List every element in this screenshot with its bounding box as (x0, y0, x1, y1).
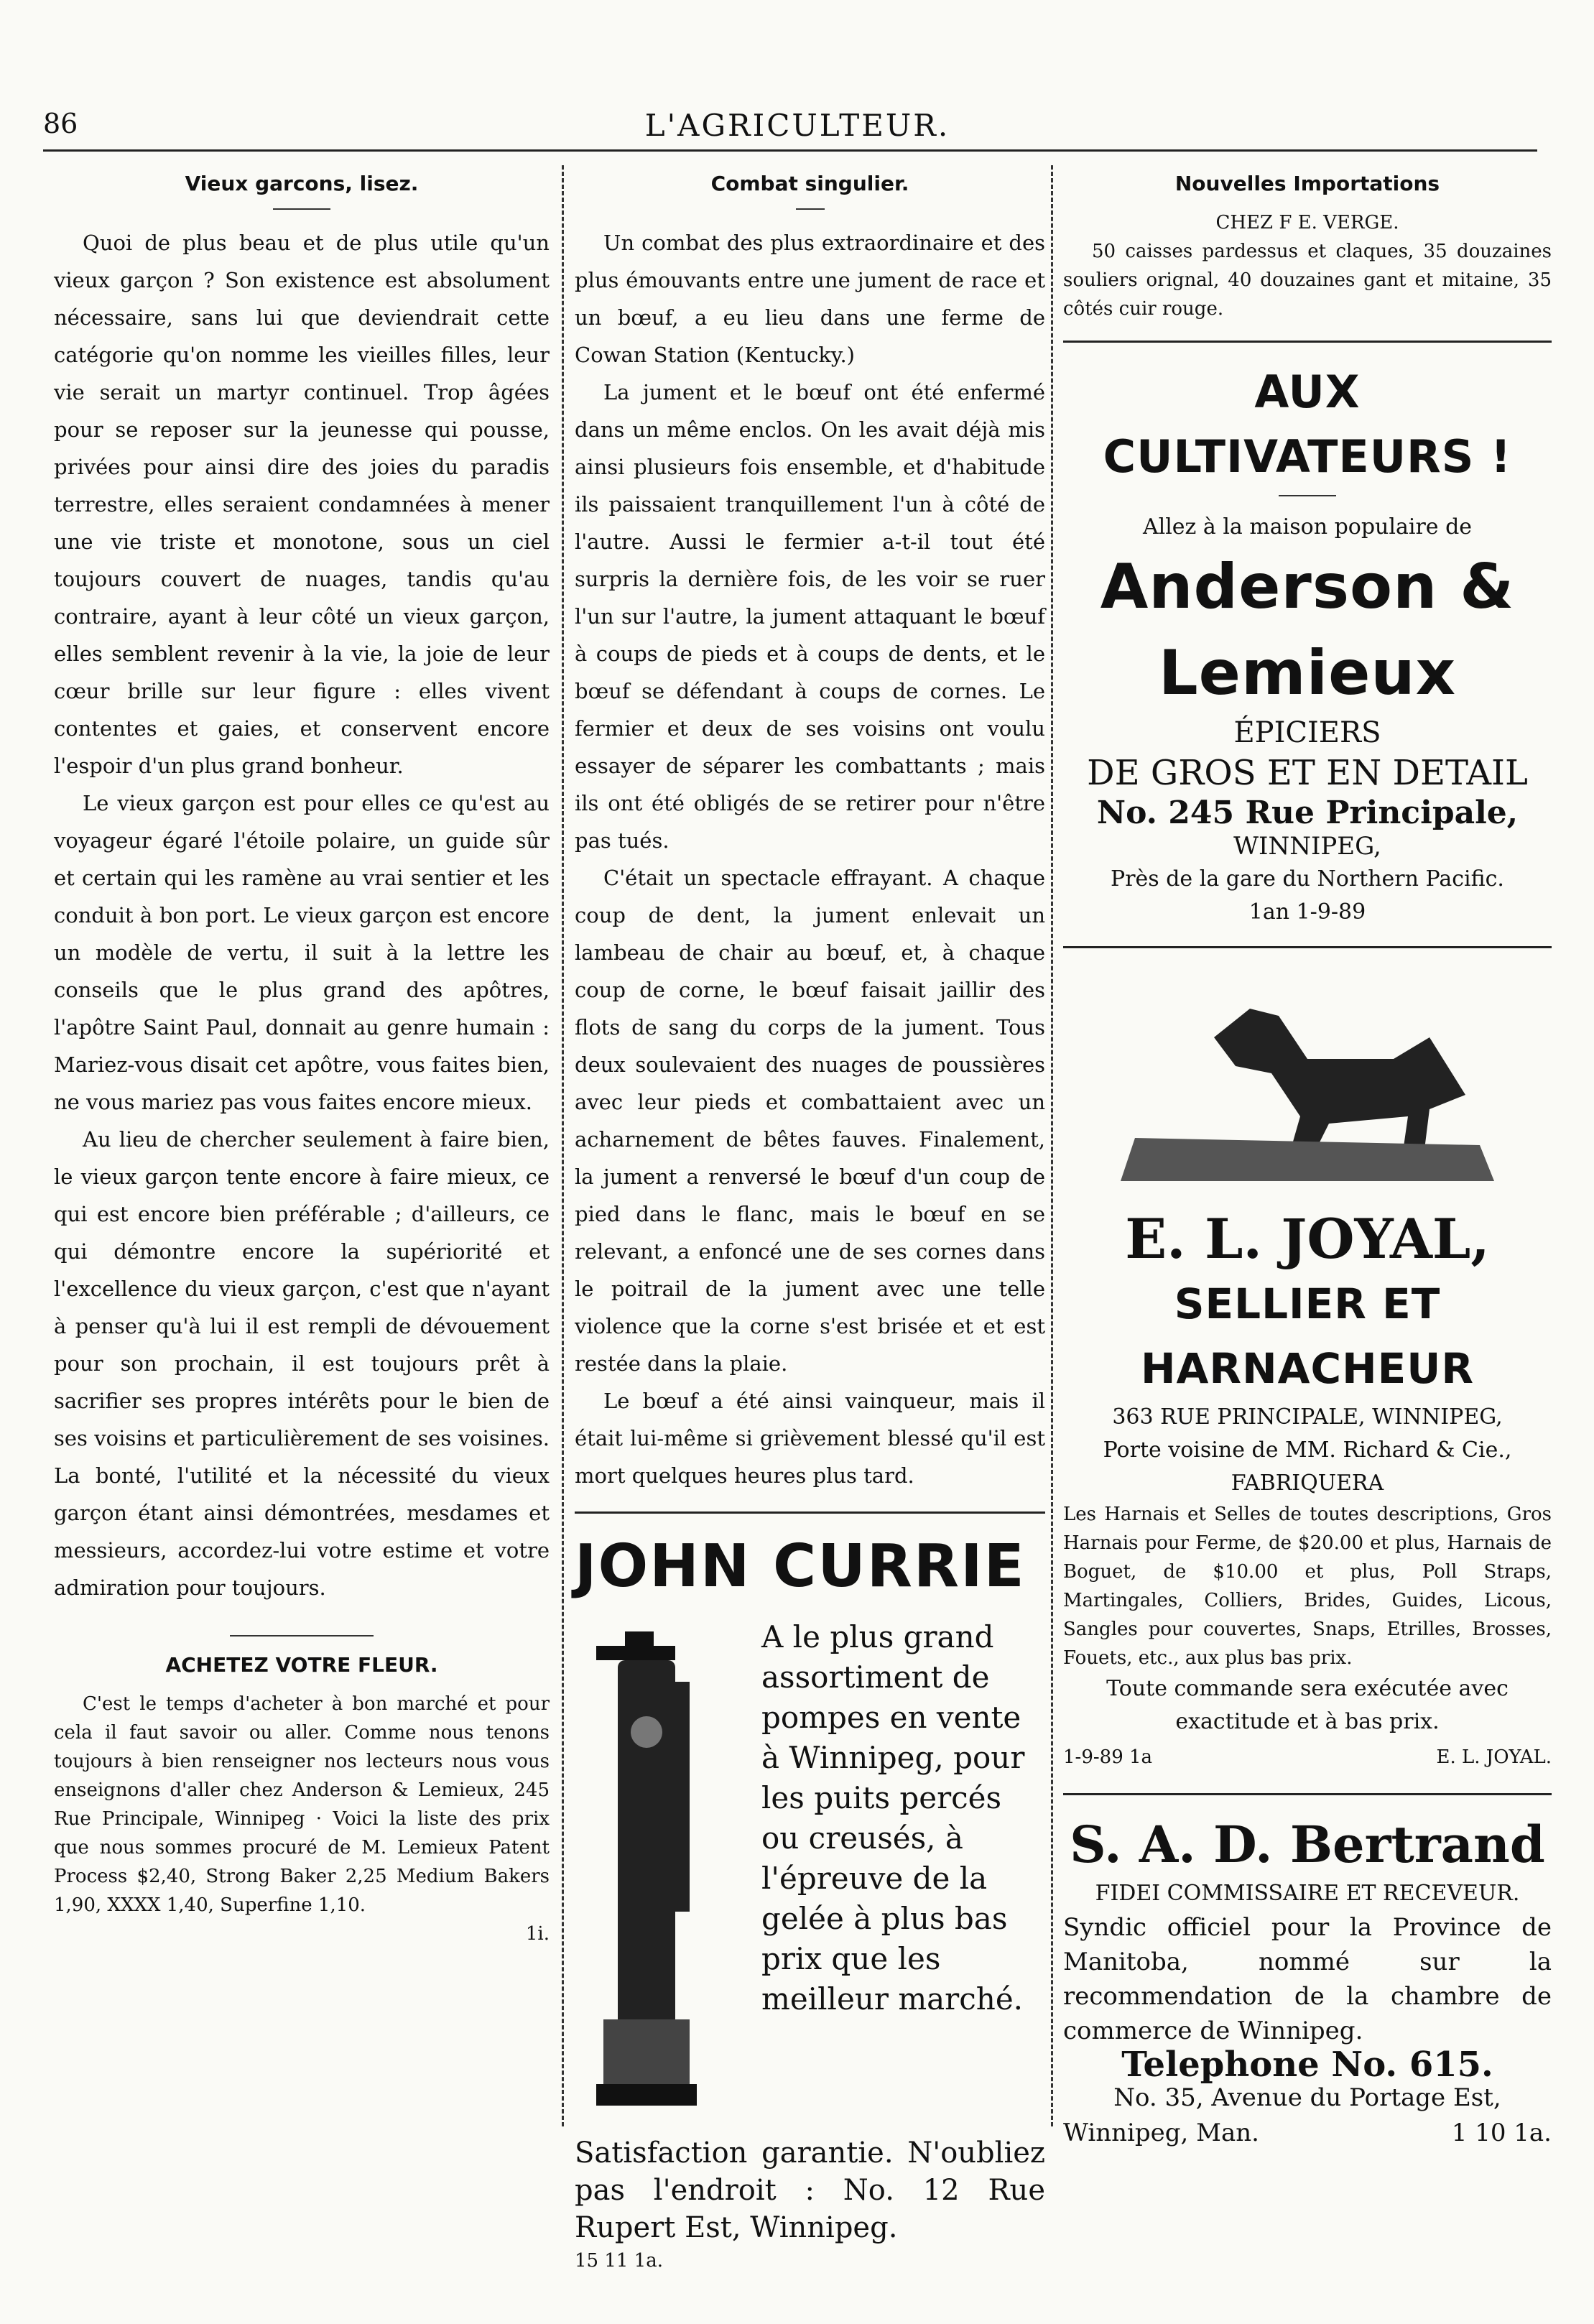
anderson-name: Anderson & Lemieux (1100, 551, 1515, 709)
joyal-address: 363 RUE PRINCIPALE, WINNIPEG, (1112, 1404, 1503, 1430)
article-paragraph: Le bœuf a été ainsi vainqueur, mais il était lui-même si grièvement blessé qu'il est mort quelques heures plus tard. (575, 1389, 1045, 1488)
epiciers: ÉPICIERS (1233, 716, 1381, 749)
cult-sub: Allez à la maison populaire de (1142, 514, 1473, 540)
bertrand-text: Syndic officiel pour la Province de Manitoba, nommé sur la recommendation de la chambre de commerce de Winnipeg. (1063, 1913, 1552, 2045)
column-left (54, 165, 550, 1948)
article-paragraph: C'était un spectacle effrayant. A chaque coup de dent, la jument enlevait un lambeau de chair au bœuf, et, à chaque coup de corne, le bœuf faisait jaillir des flots de sang du corps de la jument. Tous deux soulevaient des nuages de poussières avec leur pieds et combattaient avec un acharnement de bêtes fauves. Finalement, la jument a renversé le bœuf d'un coup de pied dans le flanc, mais le bœuf en se relevant, a enfoncé une de ses cornes dans le poitrail de la jument avec une telle violence que la corne s'est brisée et et est restée dans la plaie. (575, 866, 1045, 1376)
article-paragraph: Quoi de plus beau et de plus utile qu'un vieux garçon ? Son existence est absolument nécessaire, sans lui que deviendrait cette catégorie qu'on nomme les vieilles filles, leur vie serait un martyr continuel. Trop âgées pour se reposer sur la jeunesse qui pousse, privées pour ainsi dire des joies du paradis terrestre, elles seraient condamnées à mener une vie triste et monotone, sous un ciel toujours couvert de nuages, tandis qu'au contraire, ayant à leur côté un vieux garçon, elles semblent revenir à la vie, la joie de leur cœur brille sur leur figure : elles vivent contentes et gaies, et conservent encore l'espoir d'un plus grand bonheur. (54, 231, 550, 778)
joyal-list: Les Harnais et Selles de toutes descriptions, Gros Harnais pour Ferme, de $20.00 et plus, Harnais de Boguet, de $10.00 et plus, Poll Straps, Martingales, Colliers, Brides, Guides, Licous, Sangles pour couvertes, Snaps, Etrilles, Brosses, Fouets, etc., aux plus bas prix. (1063, 1504, 1552, 1669)
ad-rule (1063, 1793, 1552, 1795)
import-sub: CHEZ F E. VERGE. (1215, 212, 1399, 233)
article-paragraph: La jument et le bœuf ont été enfermé dans un même enclos. On les avait déjà mis ainsi plusieurs fois ensemble, et d'habitude ils paissaient tranquillement l'un à côté de l'autre. Aussi le fermier a-t-il tout été surpris la dernière fois, de les voir se ruer l'un sur l'autre, la jument attaquant le bœuf à coups de pieds et à coups de dents, et le bœuf se défendant à coups de cornes. Le fermier et deux de ses voisins ont voulu essayer de séparer les combattants ; mais ils ont été obligés de se retirer pour n'être pas tués. (575, 380, 1045, 853)
fabriquera: FABRIQUERA (1231, 1471, 1384, 1496)
fleur-title: ACHETEZ VOTRE FLEUR. (165, 1653, 438, 1677)
article-paragraph: Un combat des plus extraordinaire et des plus émouvants entre une jument de race et un bœuf, a eu lieu dans une ferme de Cowan Station (Kentucky.) (575, 231, 1045, 367)
divider (796, 208, 825, 210)
newspaper-title: L'AGRICULTEUR. (644, 108, 950, 143)
telephone: Telephone No. 615. (1121, 2045, 1493, 2085)
column-divider (562, 165, 564, 2126)
joyal-porte: Porte voisine de MM. Richard & Cie., (1103, 1438, 1512, 1463)
bertrand-code: 1 10 1a. (1451, 2119, 1552, 2147)
header-rule (43, 149, 1537, 152)
page-number: 86 (43, 108, 78, 139)
column-middle (575, 165, 1045, 2275)
anderson-city: WINNIPEG, (1233, 832, 1381, 861)
fleur-tag: 1i. (525, 1923, 550, 1945)
joyal-sub: SELLIER ET HARNACHEUR (1140, 1279, 1474, 1393)
anderson-pres: Près de la gare du Northern Pacific. (1111, 866, 1504, 892)
gros-detail: DE GROS ET EN DETAIL (1087, 753, 1528, 793)
horse-illustration (1063, 966, 1552, 1195)
bertrand-footer (1063, 2114, 1552, 2152)
column-divider (1051, 165, 1053, 2126)
anderson-address: No. 245 Rue Principale, (1096, 795, 1519, 831)
joyal-footer (1063, 1739, 1552, 1776)
anderson-code: 1an 1-9-89 (1248, 899, 1366, 925)
fleur-paragraph: C'est le temps d'acheter à bon marché et pour cela il faut savoir ou aller. Comme nous tenons toujours à bien renseigner nos lecteurs nous vous enseignons d'aller chez Anderson & Lemieux, 245 Rue Principale, Winnipeg · Voici la liste des prix que nous sommes procuré de M. Lemieux Patent Process $2,40, Strong Baker 2,25 Medium Bakers 1,90, XXXX 1,40, Superfine 1,10. (54, 1693, 550, 1916)
ad-rule (1063, 341, 1552, 343)
import-text: 50 caisses pardessus et claques, 35 douzaines souliers orignal, 40 douzaines gant et mitaine, 35 côtés cuir rouge. (1063, 241, 1552, 320)
bertrand-address: No. 35, Avenue du Portage Est, (1113, 2083, 1501, 2112)
cult-title: AUX CULTIVATEURS ! (1103, 366, 1512, 483)
bertrand-city: Winnipeg, Man. (1063, 2119, 1259, 2147)
ad-text: A le plus grand assortiment de pompes en vente à Winnipeg, pour les puits percés ou creusés, à l'épreuve de la gelée à plus bas prix que les meilleur marché. (761, 1619, 1025, 2017)
ad-footer: Satisfaction garantie. N'oubliez pas l'endroit : No. 12 Rue Rupert Est, Winnipeg. (575, 2136, 1045, 2244)
article-title: Vieux garcons, lisez. (185, 172, 419, 195)
ad-code: 15 11 1a. (575, 2250, 664, 2272)
divider (1279, 495, 1336, 496)
ad-rule (1063, 946, 1552, 948)
bertrand-title: S. A. D. Bertrand (1070, 1815, 1545, 1874)
pump-ad (575, 1617, 1045, 2120)
ad-rule (575, 1511, 1045, 1514)
column-right (1063, 165, 1552, 2152)
pump-illustration (575, 1617, 747, 2120)
ad-title: JOHN CURRIE (575, 1532, 1026, 1601)
article-paragraph: Le vieux garçon est pour elles ce qu'est au voyageur égaré l'étoile polaire, un guide sûr et certain qui les ramène au vrai sentier et les conduit à bon port. Le vieux garçon est encore un modèle de vertu, il suit à la lettre les conseils que le plus grand des apôtres, l'apôtre Saint Paul, donnait au genre humain : Mariez-vous disait cet apôtre, vous faites bien, ne vous mariez pas vous faites encore mieux. (54, 791, 550, 1114)
joyal-note: Toute commande sera exécutée avec exactitude et à bas prix. (1106, 1676, 1509, 1734)
fleur-footer (54, 1920, 550, 1948)
bertrand-sub: FIDEI COMMISSAIRE ET RECEVEUR. (1095, 1881, 1520, 1906)
joyal-title: E. L. JOYAL, (1125, 1207, 1490, 1271)
import-title: Nouvelles Importations (1174, 172, 1440, 195)
article-title: Combat singulier. (710, 172, 909, 195)
divider (230, 1635, 374, 1636)
joyal-code: 1-9-89 1a (1063, 1746, 1153, 1768)
article-paragraph: Au lieu de chercher seulement à faire bien, le vieux garçon tente encore à faire mieux, ce qui est encore bien préférable ; d'ailleurs, ce qui démontre encore la supériorité et l'excellence du vieux garçon, c'est que n'ayant à penser qu'à lui il est rempli de dévouement pour son prochain, il est toujours prêt à sacrifier ses propres intérêts pour le bien de ses voisins et particulièrement de ses voisines. La bonté, l'utilité et la nécessité du vieux garçon étant ainsi démontrées, mesdames et messieurs, accordez-lui votre estime et votre admiration pour toujours. (54, 1127, 550, 1600)
joyal-sign: E. L. JOYAL. (1436, 1746, 1552, 1768)
divider (273, 208, 330, 210)
